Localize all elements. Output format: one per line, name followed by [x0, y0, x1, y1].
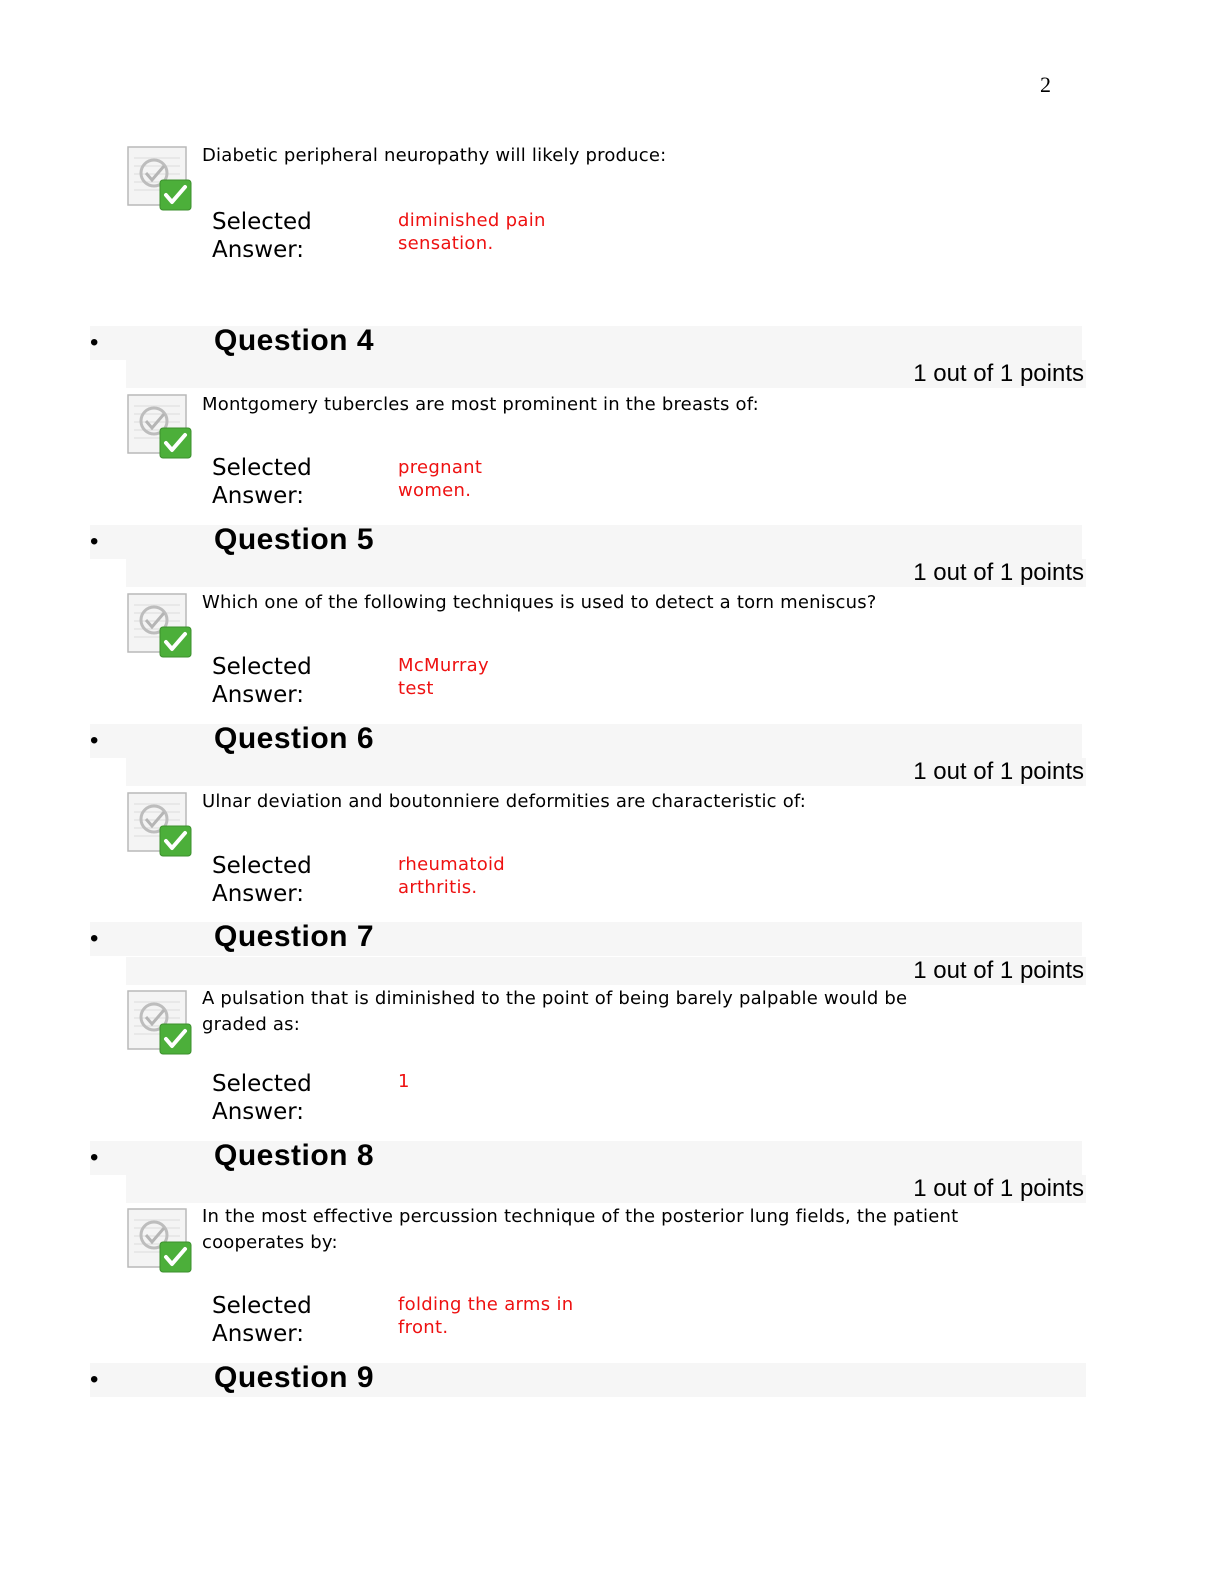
- question-text: In the most effective percussion technique of the posterior lung fields, the patient cooperates by:: [202, 1206, 959, 1253]
- selected-answer-value: diminished pain sensation.: [398, 210, 546, 254]
- selected-answer-value: pregnant women.: [398, 457, 483, 501]
- selected-answer-label: Selected Answer:: [212, 654, 312, 708]
- points-bar: [126, 758, 1086, 786]
- question-text: A pulsation that is diminished to the point of being barely palpable would be graded as:: [202, 988, 908, 1035]
- points-bar: [126, 957, 1086, 985]
- bullet: •: [90, 727, 99, 754]
- correct-answer-check-icon: [126, 591, 194, 659]
- question-text: Ulnar deviation and boutonniere deformities are characteristic of:: [202, 791, 807, 812]
- question-title: Question 5: [214, 523, 375, 556]
- bullet: •: [90, 1144, 99, 1171]
- points-score: 1 out of 1 points: [913, 957, 1084, 984]
- selected-answer-value: rheumatoid arthritis.: [398, 854, 506, 898]
- correct-answer-check-icon: [126, 790, 194, 858]
- selected-answer-value: folding the arms in front.: [398, 1294, 574, 1338]
- question-header: [90, 1363, 1086, 1397]
- question-title: Question 9: [214, 1361, 375, 1394]
- question-header: [90, 326, 1082, 360]
- correct-answer-check-icon: [126, 1206, 194, 1274]
- points-score: 1 out of 1 points: [913, 360, 1084, 387]
- selected-answer-label: Selected Answer:: [212, 209, 312, 263]
- question-text: Diabetic peripheral neuropathy will likely produce:: [202, 145, 667, 166]
- question-text: Montgomery tubercles are most prominent in the breasts of:: [202, 394, 759, 415]
- question-title: Question 4: [214, 324, 375, 357]
- points-score: 1 out of 1 points: [913, 559, 1084, 586]
- selected-answer-label: Selected Answer:: [212, 455, 312, 509]
- selected-answer-value: 1: [398, 1071, 410, 1092]
- page-number: 2: [1040, 72, 1051, 97]
- question-header: [90, 922, 1082, 956]
- points-score: 1 out of 1 points: [913, 1175, 1084, 1202]
- bullet: •: [90, 1366, 99, 1393]
- question-header: [90, 1141, 1082, 1175]
- selected-answer-label: Selected Answer:: [212, 1071, 312, 1125]
- correct-answer-check-icon: [126, 988, 194, 1056]
- question-header: [90, 724, 1082, 758]
- bullet: •: [90, 925, 99, 952]
- question-header: [90, 525, 1082, 559]
- correct-answer-check-icon: [126, 392, 194, 460]
- points-bar: [126, 360, 1086, 388]
- points-bar: [126, 559, 1086, 587]
- bullet: •: [90, 528, 99, 555]
- question-text: Which one of the following techniques is used to detect a torn meniscus?: [202, 592, 877, 613]
- points-score: 1 out of 1 points: [913, 758, 1084, 785]
- question-title: Question 7: [214, 920, 375, 953]
- points-bar: [126, 1175, 1086, 1203]
- selected-answer-value: McMurray test: [398, 655, 489, 699]
- selected-answer-label: Selected Answer:: [212, 1293, 312, 1347]
- correct-answer-check-icon: [126, 144, 194, 212]
- bullet: •: [90, 329, 99, 356]
- question-title: Question 8: [214, 1139, 375, 1172]
- question-title: Question 6: [214, 722, 375, 755]
- selected-answer-label: Selected Answer:: [212, 853, 312, 907]
